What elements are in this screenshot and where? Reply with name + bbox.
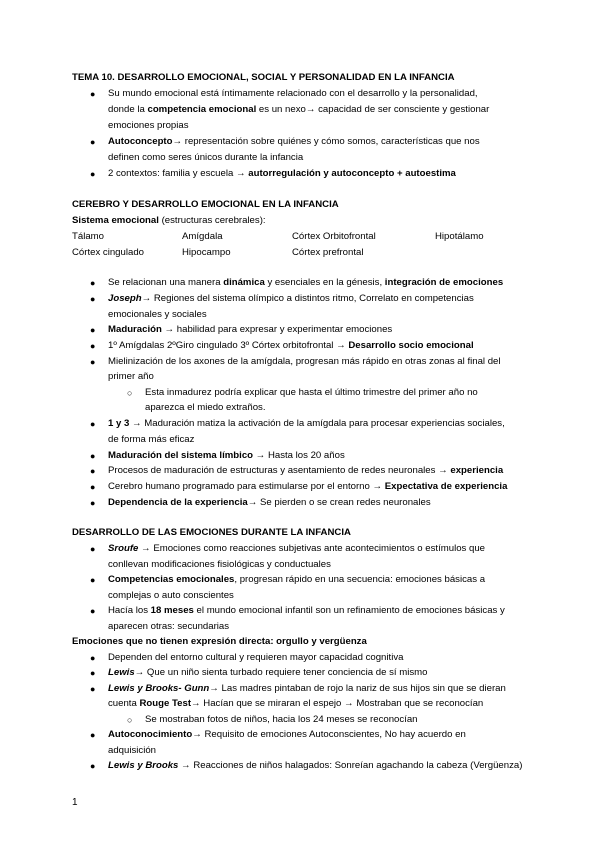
emociones-bullet-3-line-2: cuenta Rouge Test→ Hacían que se miraran el espejo → Mostraban que se reconocían <box>108 698 484 709</box>
page-number: 1 <box>72 797 78 808</box>
bullet-icon: ● <box>90 169 96 179</box>
tema-bullet-2-line-2: definen como seres únicos durante la infancia <box>108 152 304 163</box>
cerebro-subbullet-line-2: aparezca el miedo extraños. <box>145 402 266 413</box>
cerebro-title: CEREBRO Y DESARROLLO EMOCIONAL EN LA INFANCIA <box>72 199 339 210</box>
emociones-subbullet: Se mostraban fotos de niños, hacia los 24 meses se reconocían <box>145 714 418 725</box>
bullet-icon: ● <box>90 575 96 585</box>
bullet-icon: ● <box>90 341 96 351</box>
desarrollo-bullet-2-line-2: complejas o auto conscientes <box>108 590 234 601</box>
bullet-icon: ● <box>90 466 96 476</box>
cerebro-bullet-9: Cerebro humano programado para estimularse por el entorno → Expectativa de experiencia <box>108 481 508 492</box>
emociones-bullet-4-line-2: adquisición <box>108 745 157 756</box>
bullet-icon: ● <box>90 761 96 771</box>
emociones-bullet-5: Lewis y Brooks → Reacciones de niños halagados: Sonreían agachando la cabeza (Vergüenza) <box>108 760 523 771</box>
circle-bullet-icon: ○ <box>127 388 133 398</box>
bullet-icon: ● <box>90 653 96 663</box>
desarrollo-bullet-3-line-2: aparecen otras: secundarias <box>108 621 230 632</box>
tema-title: TEMA 10. DESARROLLO EMOCIONAL, SOCIAL Y PERSONALIDAD EN LA INFANCIA <box>72 72 455 83</box>
cerebro-bullet-2-line-1: Joseph→ Regiones del sistema olímpico a distintos ritmo, Correlato en competencias <box>108 293 474 304</box>
desarrollo-bullet-1-line-1: Sroufe → Emociones como reacciones subjetivas ante acontecimientos o estímulos que <box>108 543 486 554</box>
emociones-bullet-1: Dependen del entorno cultural y requieren mayor capacidad cognitiva <box>108 652 404 663</box>
bullet-icon: ● <box>90 451 96 461</box>
desarrollo-title: DESARROLLO DE LAS EMOCIONES DURANTE LA INFANCIA <box>72 527 351 538</box>
cerebro-bullet-4: 1º Amígdalas 2ºGiro cingulado 3º Córtex orbitofrontal → Desarrollo socio emocional <box>108 340 474 351</box>
desarrollo-bullet-2-line-1: Competencias emocionales, progresan rápido en una secuencia: emociones básicas a <box>108 574 486 585</box>
bullet-icon: ● <box>90 668 96 678</box>
tema-bullet-2-line-1: Autoconcepto→ representación sobre quiénes y cómo somos, características que nos <box>108 136 480 147</box>
structure-cell: Hipocampo <box>182 247 231 258</box>
bullet-icon: ● <box>90 325 96 335</box>
bullet-icon: ● <box>90 482 96 492</box>
cerebro-bullet-8: Procesos de maduración de estructuras y asentamiento de redes neuronales → experiencia <box>108 465 504 476</box>
desarrollo-bullet-1-line-2: conllevan modificaciones fisiológicas y conductuales <box>108 559 331 570</box>
emociones-bullet-2: Lewis→ Que un niño sienta turbado requiere tener conciencia de sí mismo <box>108 667 428 678</box>
bullet-icon: ● <box>90 498 96 508</box>
bullet-icon: ● <box>90 357 96 367</box>
bullet-icon: ● <box>90 730 96 740</box>
bullet-icon: ● <box>90 137 96 147</box>
structure-cell: Tálamo <box>72 231 104 242</box>
sistema-emocional-label: Sistema emocional (estructuras cerebrales): <box>72 215 266 226</box>
desarrollo-bullet-3-line-1: Hacía los 18 meses el mundo emocional infantil son un refinamiento de emociones básicas y <box>108 605 505 616</box>
bullet-icon: ● <box>90 606 96 616</box>
bullet-icon: ● <box>90 544 96 554</box>
cerebro-bullet-6-line-1: 1 y 3 → Maduración matiza la activación de la amígdala para procesar experiencias sociales, <box>108 418 505 429</box>
bullet-icon: ● <box>90 294 96 304</box>
tema-bullet-1-line-3: emociones propias <box>108 120 189 131</box>
cerebro-subbullet-line-1: Esta inmadurez podría explicar que hasta el último trimestre del primer año no <box>145 387 478 398</box>
bullet-icon: ● <box>90 419 96 429</box>
cerebro-bullet-5-line-1: Mielinización de los axones de la amígdala, progresan más rápido en otras zonas al final del <box>108 356 501 367</box>
emociones-subheading: Emociones que no tienen expresión directa: orgullo y vergüenza <box>72 636 367 647</box>
bullet-icon: ● <box>90 684 96 694</box>
cerebro-bullet-6-line-2: de forma más eficaz <box>108 434 195 445</box>
structure-cell: Córtex Orbitofrontal <box>292 231 376 242</box>
structure-cell: Hipotálamo <box>435 231 484 242</box>
emociones-bullet-4-line-1: Autoconocimiento→ Requisito de emociones Autoconscientes, No hay acuerdo en <box>108 729 466 740</box>
structure-cell: Córtex prefrontal <box>292 247 364 258</box>
cerebro-bullet-1: Se relacionan una manera dinámica y esenciales en la génesis, integración de emociones <box>108 277 504 288</box>
cerebro-bullet-10: Dependencia de la experiencia→ Se pierden o se crean redes neuronales <box>108 497 431 508</box>
bullet-icon: ● <box>90 89 96 99</box>
structure-cell: Córtex cingulado <box>72 247 144 258</box>
cerebro-bullet-2-line-2: emocionales y sociales <box>108 309 207 320</box>
cerebro-bullet-3: Maduración → habilidad para expresar y experimentar emociones <box>108 324 393 335</box>
tema-bullet-1-line-1: Su mundo emocional está íntimamente relacionado con el desarrollo y la personalidad, <box>108 88 478 99</box>
tema-bullet-3: 2 contextos: familia y escuela → autorregulación y autoconcepto + autoestima <box>108 168 456 179</box>
cerebro-bullet-5-line-2: primer año <box>108 371 154 382</box>
circle-bullet-icon: ○ <box>127 715 133 725</box>
structure-cell: Amígdala <box>182 231 223 242</box>
emociones-bullet-3-line-1: Lewis y Brooks- Gunn→ Las madres pintaban de rojo la nariz de sus hijos sin que se dieran <box>108 683 506 694</box>
bullet-icon: ● <box>90 278 96 288</box>
tema-bullet-1-line-2: donde la competencia emocional es un nexo→ capacidad de ser consciente y gestionar <box>108 104 490 115</box>
cerebro-bullet-7: Maduración del sistema límbico → Hasta los 20 años <box>108 450 345 461</box>
